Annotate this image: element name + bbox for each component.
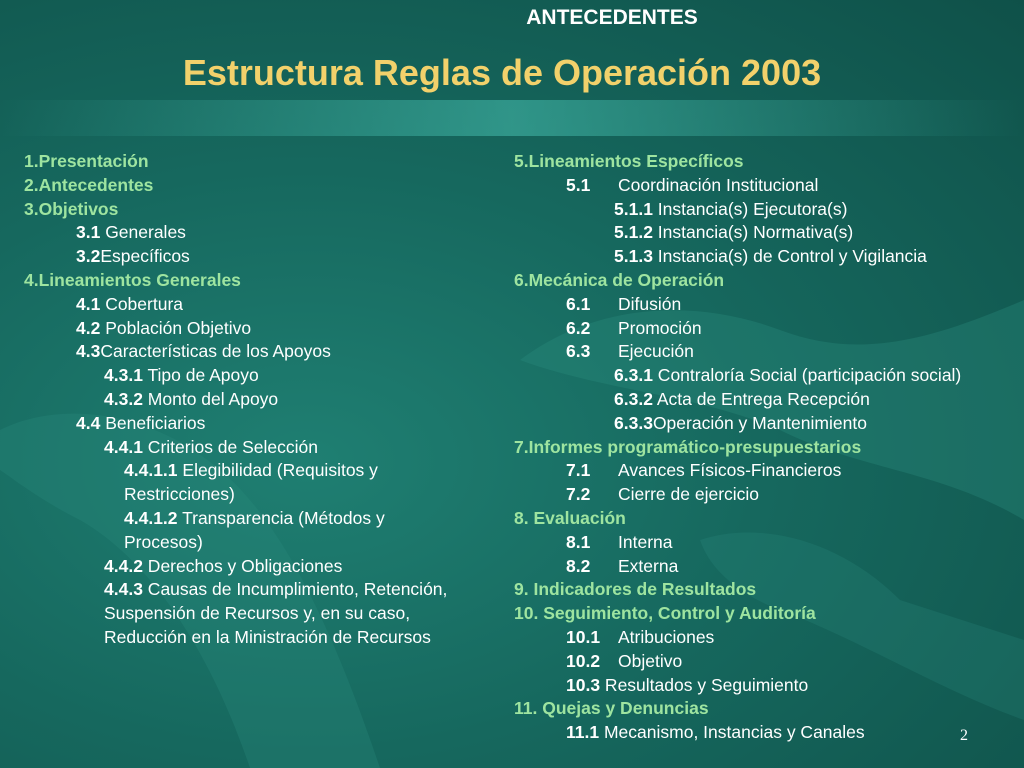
item-text: Beneficiarios [100,412,206,433]
outline-item [514,674,1019,698]
outline-item [514,555,1019,579]
item-number: 1. [24,151,39,171]
item-text: Tipo de Apoyo [142,365,259,386]
page-number: 2 [960,727,968,744]
section-heading [24,174,464,198]
item-number: 4.3 [76,341,101,362]
outline-item [24,578,464,649]
outline-item [514,459,1019,483]
item-number: 11.1 [566,722,600,743]
item-number: 5.1.1 [614,198,653,219]
item-text: Interna [618,531,673,552]
item-number: 7.1 [566,460,591,481]
outline-item [514,340,1019,364]
item-number: 11. [514,698,543,719]
outline-item [514,245,1019,269]
item-text: Evaluación [533,507,626,528]
left-column [24,150,464,650]
item-text: Contraloría Social (participación social) [652,365,962,386]
item-number: 10.3 [566,674,601,695]
item-text: Criterios de Selección [142,436,319,457]
item-number: 5.1 [566,174,591,195]
section-heading [514,150,1019,174]
item-number: 3.2 [76,246,101,267]
item-text: Características de los Apoyos [100,341,331,362]
item-text: Presentación [38,151,149,171]
item-text: Mecanismo, Instancias y Canales [599,722,865,743]
section-heading [514,578,1019,602]
item-number: 6. [514,269,529,290]
item-text: Cobertura [100,293,184,314]
outline-item [514,483,1019,507]
item-text: Lineamientos Específicos [528,151,744,171]
item-number: 9. [514,579,534,600]
item-text: Instancia(s) Ejecutora(s) [652,198,848,219]
item-text: Población Objetivo [100,317,252,338]
outline-item [24,555,464,579]
item-number: 5.1.2 [614,222,653,243]
item-number: 8.1 [566,531,591,552]
section-heading [514,507,1019,531]
item-text: Específicos [100,246,190,267]
item-text: Acta de Entrega Recepción [652,388,870,409]
item-text: Operación y Mantenimiento [652,412,867,433]
outline-item [24,340,464,364]
item-number: 3. [24,198,39,219]
item-number: 4.3.1 [104,365,143,386]
outline-item [24,412,464,436]
outline-item [514,721,1019,745]
section-heading [24,198,464,222]
outline-item [24,317,464,341]
item-text: Transparencia (Métodos y Procesos) [124,507,385,552]
item-number: 10.1 [566,626,601,647]
outline-item [514,364,1019,388]
item-text: Difusión [618,293,682,314]
item-number: 8.2 [566,555,591,576]
item-number: 3.1 [76,222,101,243]
item-text: Informes programático-presupuestarios [528,436,862,457]
section-heading [514,602,1019,626]
item-number: 6.3.1 [614,365,653,386]
item-text: Ejecución [618,341,694,362]
outline-item [24,388,464,412]
item-text: Externa [618,555,679,576]
item-number: 4.2 [76,317,101,338]
item-text: Generales [100,222,186,243]
item-text: Objetivos [38,198,119,219]
item-number: 5.1.3 [614,246,653,267]
item-number: 6.3 [566,341,591,362]
right-column [514,150,1019,745]
item-text: Cierre de ejercicio [618,484,760,505]
item-text: Atribuciones [618,626,715,647]
item-number: 6.2 [566,317,591,338]
outline-item [24,221,464,245]
item-text: Instancia(s) Normativa(s) [652,222,854,243]
item-text: Indicadores de Resultados [533,579,757,600]
outline-item [514,221,1019,245]
item-text: Instancia(s) de Control y Vigilancia [652,246,927,267]
item-number: 4.1 [76,293,101,314]
item-number: 4. [24,269,39,290]
item-text: Derechos y Obligaciones [142,555,343,576]
section-heading [24,150,464,174]
item-number: 4.3.2 [104,388,143,409]
page-title: Estructura Reglas de Operación 2003 [182,52,822,93]
item-number: 4.4 [76,412,101,433]
item-number: 8. [514,507,534,528]
outline-item [24,507,464,555]
outline-item [24,293,464,317]
section-heading [514,269,1019,293]
item-text: Objetivo [618,650,683,671]
outline-item [24,364,464,388]
header-label: ANTECEDENTES [526,6,698,29]
outline-item [514,626,1019,650]
item-text: Mecánica de Operación [528,269,725,290]
outline-item [514,650,1019,674]
outline-item [514,198,1019,222]
item-number: 6.3.3 [614,412,653,433]
item-number: 4.4.1.1 [124,460,178,481]
item-text: Seguimiento, Control y Auditoría [543,603,816,624]
item-number: 10. [514,603,544,624]
item-text: Antecedentes [38,174,154,195]
item-text: Resultados y Seguimiento [600,674,809,695]
item-number: 5. [514,151,529,171]
outline-item [24,459,464,507]
item-text: Causas de Incumplimiento, Retención, Suspensión de Recursos y, en su caso, Reducción en la Ministración de Recursos [104,579,448,647]
item-text: Lineamientos Generales [38,269,241,290]
item-number: 4.4.2 [104,555,143,576]
outline-item [514,174,1019,198]
item-number: 4.4.1.2 [124,507,178,528]
item-text: Monto del Apoyo [142,388,279,409]
item-text: Elegibilidad (Requisitos y Restricciones) [124,460,378,505]
item-number: 4.4.1 [104,436,143,457]
outline-item [514,388,1019,412]
item-number: 10.2 [566,650,601,671]
item-number: 6.3.2 [614,388,653,409]
outline-item [24,436,464,460]
outline-item [514,317,1019,341]
item-text: Promoción [618,317,702,338]
section-heading [514,697,1019,721]
section-heading [24,269,464,293]
outline-item [24,245,464,269]
outline-item [514,412,1019,436]
outline-item [514,531,1019,555]
item-text: Coordinación Institucional [618,174,819,195]
section-heading [514,436,1019,460]
item-number: 7.2 [566,484,591,505]
item-text: Quejas y Denuncias [542,698,709,719]
item-number: 7. [514,436,529,457]
item-text: Avances Físicos-Financieros [618,460,842,481]
item-number: 2. [24,174,39,195]
item-number: 4.4.3 [104,579,143,600]
outline-item [514,293,1019,317]
item-number: 6.1 [566,293,591,314]
